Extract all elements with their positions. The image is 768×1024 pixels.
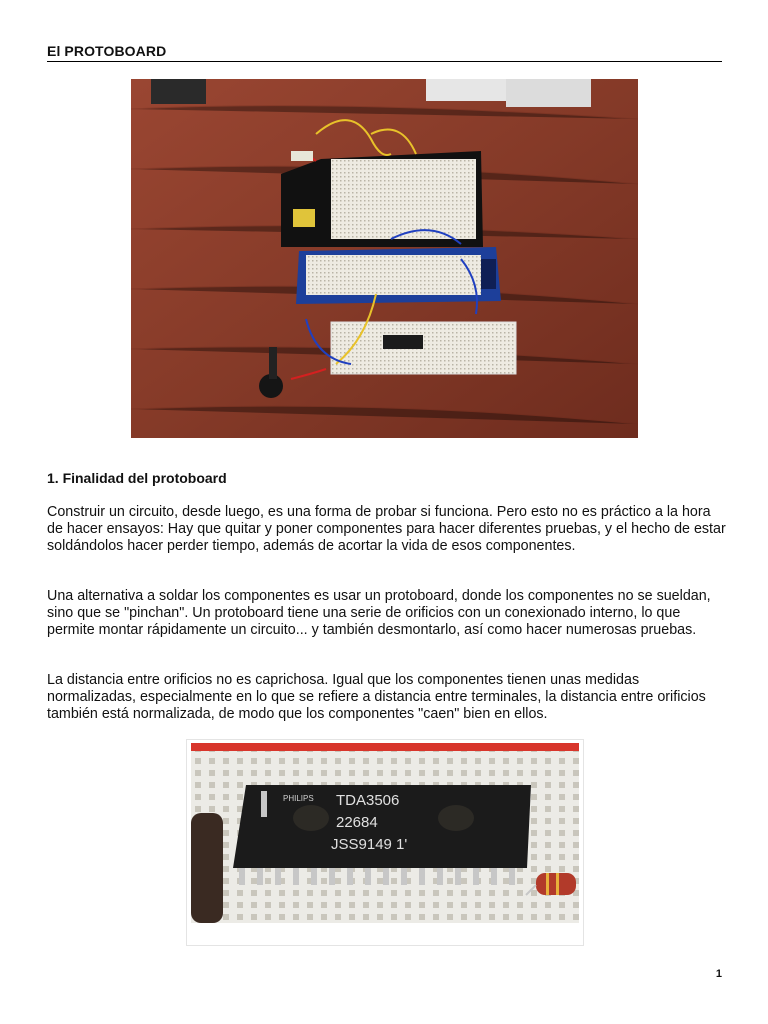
large-board-label [293, 209, 315, 227]
medium-breadboard [306, 255, 481, 295]
pin1-stripe [261, 791, 267, 817]
resistor-band-1 [546, 873, 549, 895]
blue-board-end [481, 259, 496, 289]
chip-brand: PHILIPS [283, 794, 314, 803]
chip-label-line3: JSS9149 1' [331, 836, 408, 853]
page-number: 1 [715, 968, 722, 980]
paragraph-alternative: Una alternativa a soldar los componentes es usar un protoboard, donde los componentes no se sueldan, sino que se "pinchan". Un protoboard tiene una serie de orificios con un conexionado interno, lo que permite montar rápidamente un circuito... y también desmontarlo, así como hacer numerosas pruebas. [47, 588, 711, 638]
dark-object [151, 79, 206, 104]
paragraph-hole-spacing: La distancia entre orificios no es caprichosa. Igual que los componentes tienen unas medidas normalizadas, especialmente en lo que se refiere a distancia entre terminales, la distancia entre orificios también está normalizada, de modo que los componentes "caen" bien en ellos. [47, 672, 706, 722]
chip-mold-mark-right [438, 805, 474, 831]
chip-label-line2: 22684 [336, 814, 378, 831]
tray-right [506, 79, 591, 107]
small-breadboard [331, 322, 516, 374]
chip-closeup-photo [191, 743, 579, 923]
chip-photo-frame [186, 739, 584, 946]
paragraph-purpose: Construir un circuito, desde luego, es una forma de probar si funciona. Pero esto no es práctico a la hora de hacer ensayos: Hay que quitar y poner componentes para hacer diferentes pruebas, y el hecho de estar soldándolos hacer perder tiempo, además de acortar la vida de esos componentes. [47, 504, 726, 554]
clip-left [291, 151, 313, 161]
red-power-rail [191, 743, 579, 751]
breadboard-photo [131, 79, 638, 438]
potentiometer-shaft [269, 347, 277, 379]
small-board-chip [383, 335, 423, 349]
page-header-title: El PROTOBOARD [47, 43, 722, 62]
tray-left [426, 79, 506, 101]
resistor-band-2 [556, 873, 559, 895]
large-breadboard [331, 159, 476, 239]
capacitor [191, 813, 223, 923]
chip-label-line1: TDA3506 [336, 792, 400, 809]
chip-mold-mark-left [293, 805, 329, 831]
section-title: 1. Finalidad del protoboard [47, 470, 227, 486]
